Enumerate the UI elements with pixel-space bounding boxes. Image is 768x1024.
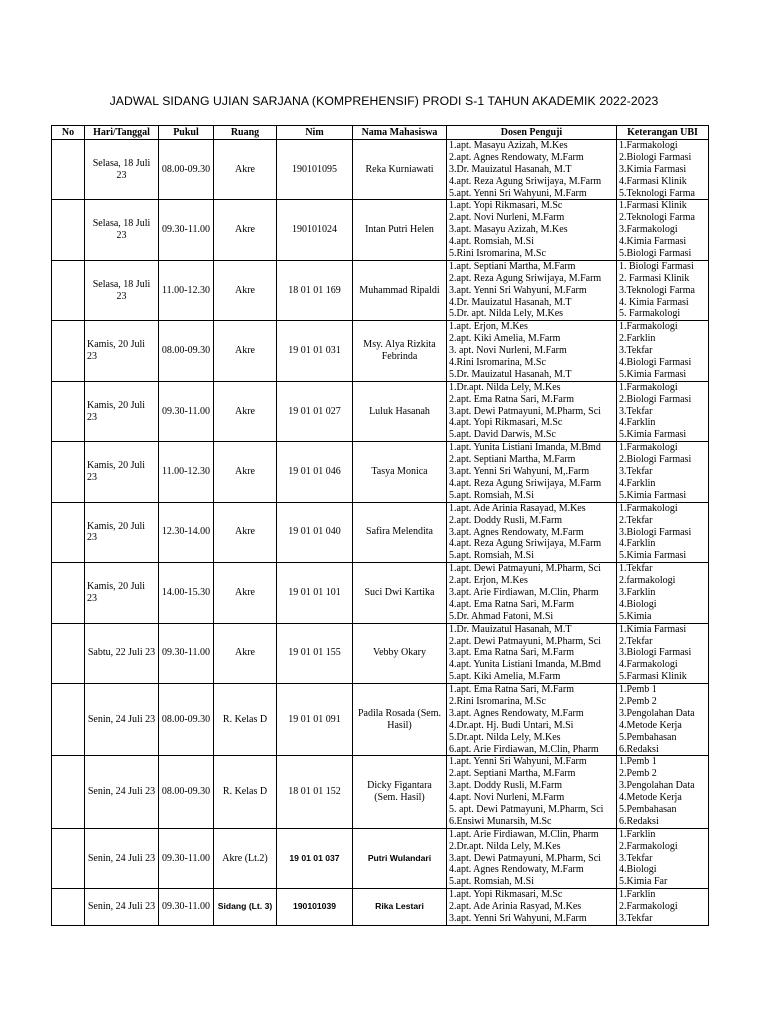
keterangan-item: 2.Tekfar [619,635,653,647]
penguji-item: 2.apt. Septiani Martha, M.Farm [449,768,576,780]
header-pukul: Pukul [159,126,214,140]
cell-keterangan-ubi [617,684,709,756]
keterangan-item: 1.Pemb 1 [619,684,657,696]
cell-hari-tanggal: Kamis, 20 Juli 23 [85,321,159,381]
keterangan-item: 2.Teknologi Farma [619,212,695,224]
cell-pukul: 09.30-11.00 [159,200,214,260]
schedule-table [51,125,709,926]
cell-pukul: 11.00-12.30 [159,442,214,502]
cell-nim: 19 01 01 027 [277,381,353,441]
cell-hari-tanggal: Kamis, 20 Juli 23 [85,502,159,562]
keterangan-item: 6.Redaksi [619,815,659,827]
cell-no [52,756,85,828]
penguji-item: 5.Dr. Mauizatul Hasanah, M.T [449,368,572,380]
keterangan-item: 2.farmakologi [619,575,676,587]
cell-nama-mahasiswa: Padila Rosada (Sem. Hasil) [353,684,447,756]
keterangan-item: 5.Farmasi Klinik [619,671,687,683]
penguji-item: 4.apt. Reza Agung Sriwijaya, M.Farm [449,175,602,187]
cell-ruang: Akre [214,442,277,502]
cell-no [52,828,85,888]
cell-hari-tanggal: Selasa, 18 Juli 23 [85,140,159,200]
keterangan-item: 4.Farklin [619,477,656,489]
cell-hari-tanggal: Kamis, 20 Juli 23 [85,442,159,502]
keterangan-item: 2.Farmakologi [619,840,678,852]
cell-nim: 19 01 01 031 [277,321,353,381]
cell-no [52,502,85,562]
header-no: No [52,126,85,140]
keterangan-item: 1.Farmakologi [619,321,678,333]
cell-nama-mahasiswa: Safira Melendita [353,502,447,562]
penguji-item: 5.Dr. apt. Nilda Lely, M.Kes [449,308,564,320]
keterangan-item: 4.Farmakologi [619,659,678,671]
cell-keterangan-ubi [617,623,709,683]
cell-keterangan-ubi [617,828,709,888]
table-row [52,140,709,200]
cell-keterangan-ubi [617,889,709,926]
cell-no [52,684,85,756]
penguji-item: 5.Dr.apt. Nilda Lely, M.Kes [449,731,561,743]
keterangan-item: 3.Tekfar [619,345,653,357]
cell-nama-mahasiswa: Luluk Hasanah [353,381,447,441]
cell-nama-mahasiswa: Msy. Alya Rizkita Febrinda [353,321,447,381]
penguji-item: 4.Dr. Mauizatul Hasanah, M.T [449,296,572,308]
keterangan-item: 4. Kimia Farmasi [619,296,689,308]
keterangan-item: 1.Farklin [619,828,656,840]
penguji-item: 1.apt. Arie Firdiawan, M.Clin, Pharm [449,828,599,840]
penguji-item: 3.apt. Arie Firdiawan, M.Clin, Pharm [449,586,599,598]
penguji-item: 1.apt. Dewi Patmayuni, M.Pharm, Sci [449,563,601,575]
keterangan-item: 2.Pemb 2 [619,695,657,707]
cell-dosen-penguji [447,140,617,200]
cell-nim: 190101095 [277,140,353,200]
penguji-item: 1.apt. Septiani Martha, M.Farm [449,260,576,272]
cell-dosen-penguji [447,381,617,441]
cell-no [52,200,85,260]
penguji-item: 4.Rini Isromarina, M.Sc [449,357,546,369]
cell-ruang: Akre [214,381,277,441]
keterangan-item: 5.Kimia [619,610,652,622]
cell-hari-tanggal: Sabtu, 22 Juli 23 [85,623,159,683]
cell-keterangan-ubi [617,200,709,260]
penguji-item: 4.apt. Yopi Rikmasari, M.Sc [449,417,563,429]
cell-nim: 190101039 [277,889,353,926]
keterangan-item: 3.Pengolahan Data [619,707,695,719]
header-hari: Hari/Tanggal [85,126,159,140]
cell-hari-tanggal: Senin, 24 Juli 23 [85,684,159,756]
cell-nama-mahasiswa: Dicky Figantara (Sem. Hasil) [353,756,447,828]
penguji-item: 1.apt. Yunita Listiani Imanda, M.Bmd [449,442,601,454]
keterangan-item: 3.Pengolahan Data [619,780,695,792]
penguji-item: 1.apt. Yopi Rikmasari, M.Sc [449,889,563,901]
table-row [52,321,709,381]
penguji-item: 5.Rini Isromarina, M.Sc [449,248,546,260]
keterangan-item: 4.Metode Kerja [619,719,682,731]
cell-keterangan-ubi [617,381,709,441]
cell-nim: 19 01 01 155 [277,623,353,683]
penguji-item: 2.apt. Ade Arinia Rasyad, M.Kes [449,901,582,913]
penguji-item: 3.apt. Doddy Rusli, M.Farm [449,780,563,792]
keterangan-item: 5.Kimia Farmasi [619,550,687,562]
cell-pukul: 11.00-12.30 [159,260,214,320]
keterangan-item: 4.Biologi [619,864,657,876]
cell-nim: 19 01 01 101 [277,563,353,623]
penguji-item: 2.apt. Reza Agung Sriwijaya, M.Farm [449,272,602,284]
document-title: JADWAL SIDANG UJIAN SARJANA (KOMPREHENSIF) PRODI S-1 TAHUN AKADEMIK 2022-2023 [109,94,659,108]
cell-pukul: 09.30-11.00 [159,889,214,926]
penguji-item: 2.apt. Doddy Rusli, M.Farm [449,514,563,526]
penguji-item: 5.apt. Kiki Amelia, M.Farm [449,671,561,683]
table-row [52,828,709,888]
keterangan-item: 5.Kimia Farmasi [619,489,687,501]
penguji-item: 3.apt. Masayu Azizah, M.Kes [449,224,568,236]
cell-no [52,623,85,683]
cell-pukul: 09.30-11.00 [159,623,214,683]
keterangan-item: 4.Farklin [619,538,656,550]
penguji-item: 2.Dr.apt. Nilda Lely, M.Kes [449,840,561,852]
cell-hari-tanggal: Senin, 24 Juli 23 [85,756,159,828]
penguji-item: 1.Dr.apt. Nilda Lely, M.Kes [449,381,561,393]
penguji-item: 3.Dr. Mauizatul Hasanah, M.T [449,163,572,175]
penguji-item: 2.apt. Novi Nurleni, M.Farm [449,212,565,224]
keterangan-item: 2.Biologi Farmasi [619,454,692,466]
keterangan-item: 1.Farklin [619,889,656,901]
keterangan-item: 2.Tekfar [619,514,653,526]
keterangan-item: 3.Tekfar [619,852,653,864]
keterangan-item: 1.Farmasi Klinik [619,200,687,212]
cell-nama-mahasiswa: Putri Wulandari [353,828,447,888]
cell-keterangan-ubi [617,140,709,200]
cell-hari-tanggal: Selasa, 18 Juli 23 [85,260,159,320]
cell-hari-tanggal: Selasa, 18 Juli 23 [85,200,159,260]
penguji-item: 4.Dr.apt. Hj. Budi Untari, M.Si [449,719,574,731]
keterangan-item: 1.Farmakologi [619,442,678,454]
cell-no [52,260,85,320]
keterangan-item: 1.Pemb 1 [619,756,657,768]
cell-pukul: 09.30-11.00 [159,381,214,441]
table-row [52,442,709,502]
keterangan-item: 3.Farklin [619,586,656,598]
cell-hari-tanggal: Senin, 24 Juli 23 [85,889,159,926]
keterangan-item: 4.Biologi Farmasi [619,357,692,369]
table-row [52,889,709,926]
cell-nim: 19 01 01 040 [277,502,353,562]
cell-nama-mahasiswa: Intan Putri Helen [353,200,447,260]
cell-ruang: Sidang (Lt. 3) [214,889,277,926]
penguji-item: 1.apt. Erjon, M.Kes [449,321,528,333]
cell-keterangan-ubi [617,260,709,320]
penguji-item: 5.apt. Romsiah, M.Si [449,876,535,888]
cell-dosen-penguji [447,756,617,828]
penguji-item: 5.apt. Yenni Sri Wahyuni, M.Farm [449,187,587,199]
table-row [52,381,709,441]
keterangan-item: 3.Farmakologi [619,224,678,236]
penguji-item: 5.apt. David Darwis, M.Sc [449,429,556,441]
table-row [52,563,709,623]
cell-nim: 19 01 01 046 [277,442,353,502]
penguji-item: 1.apt. Yenni Sri Wahyuni, M.Farm [449,756,587,768]
penguji-item: 3.apt. Dewi Patmayuni, M.Pharm, Sci [449,852,601,864]
penguji-item: 4.apt. Ema Ratna Sari, M.Farm [449,598,574,610]
cell-dosen-penguji [447,321,617,381]
keterangan-item: 4.Kimia Farmasi [619,236,687,248]
keterangan-item: 1.Farmakologi [619,381,678,393]
header-nim: Nim [277,126,353,140]
cell-ruang: Akre [214,623,277,683]
cell-hari-tanggal: Senin, 24 Juli 23 [85,828,159,888]
cell-dosen-penguji [447,889,617,926]
penguji-item: 4.apt. Romsiah, M.Si [449,236,535,248]
cell-nama-mahasiswa: Suci Dwi Kartika [353,563,447,623]
keterangan-item: 2.Farmakologi [619,901,678,913]
penguji-item: 3.apt. Ema Ratna Sari, M.Farm [449,647,574,659]
keterangan-item: 3.Tekfar [619,466,653,478]
keterangan-item: 4.Biologi [619,598,657,610]
penguji-item: 2.apt. Erjon, M.Kes [449,575,528,587]
cell-ruang: Akre [214,563,277,623]
keterangan-item: 5.Pembahasan [619,731,677,743]
cell-nama-mahasiswa: Vebby Okary [353,623,447,683]
cell-no [52,889,85,926]
cell-pukul: 08.00-09.30 [159,140,214,200]
cell-pukul: 09.30-11.00 [159,828,214,888]
keterangan-item: 5.Teknologi Farma [619,187,695,199]
keterangan-item: 3.Tekfar [619,405,653,417]
penguji-item: 2.apt. Septiani Martha, M.Farm [449,454,576,466]
penguji-item: 4.apt. Yunita Listiani Imanda, M.Bmd [449,659,601,671]
cell-dosen-penguji [447,200,617,260]
penguji-item: 5. apt. Dewi Patmayuni, M.Pharm, Sci [449,803,604,815]
cell-no [52,321,85,381]
header-ruang: Ruang [214,126,277,140]
keterangan-item: 2.Biologi Farmasi [619,151,692,163]
penguji-item: 2.apt. Ema Ratna Sari, M.Farm [449,393,574,405]
cell-dosen-penguji [447,828,617,888]
keterangan-item: 2.Farklin [619,333,656,345]
cell-keterangan-ubi [617,442,709,502]
cell-keterangan-ubi [617,502,709,562]
penguji-item: 1.apt. Yopi Rikmasari, M.Sc [449,200,563,212]
table-row [52,756,709,828]
keterangan-item: 3.Teknologi Farma [619,284,695,296]
cell-nim: 18 01 01 169 [277,260,353,320]
penguji-item: 2.apt. Kiki Amelia, M.Farm [449,333,561,345]
penguji-item: 1.apt. Ema Ratna Sari, M.Farm [449,684,574,696]
header-penguji: Dosen Penguji [447,126,617,140]
penguji-item: 6.apt. Arie Firdiawan, M.Clin, Pharm [449,743,599,755]
cell-ruang: Akre (Lt.2) [214,828,277,888]
cell-no [52,381,85,441]
penguji-item: 5.apt. Romsiah, M.Si [449,489,535,501]
cell-keterangan-ubi [617,321,709,381]
cell-no [52,563,85,623]
cell-ruang: R. Kelas D [214,684,277,756]
penguji-item: 1.apt. Ade Arinia Rasayad, M.Kes [449,502,586,514]
schedule-body [52,140,709,926]
cell-hari-tanggal: Kamis, 20 Juli 23 [85,563,159,623]
penguji-item: 4.apt. Novi Nurleni, M.Farm [449,792,565,804]
keterangan-item: 3.Biologi Farmasi [619,526,692,538]
keterangan-item: 2. Farmasi Klinik [619,272,690,284]
penguji-item: 1.Dr. Mauizatul Hasanah, M.T [449,623,572,635]
penguji-item: 3.apt. Yenni Sri Wahyuni, M.Farm [449,913,587,924]
keterangan-item: 5.Pembahasan [619,803,677,815]
penguji-item: 3. apt. Novi Nurleni, M.Farm [449,345,567,357]
cell-keterangan-ubi [617,563,709,623]
cell-nama-mahasiswa: Reka Kurniawati [353,140,447,200]
cell-keterangan-ubi [617,756,709,828]
keterangan-item: 1. Biologi Farmasi [619,260,694,272]
cell-dosen-penguji [447,442,617,502]
table-row [52,623,709,683]
cell-ruang: Akre [214,321,277,381]
keterangan-item: 3.Tekfar [619,913,653,924]
cell-dosen-penguji [447,502,617,562]
cell-dosen-penguji [447,684,617,756]
penguji-item: 3.apt. Dewi Patmayuni, M.Pharm, Sci [449,405,601,417]
penguji-item: 3.apt. Agnes Rendowaty, M.Farm [449,707,584,719]
cell-ruang: Akre [214,502,277,562]
penguji-item: 3.apt. Yenni Sri Wahyuni, M,.Farm [449,466,590,478]
penguji-item: 6.Ensiwi Munarsih, M.Sc [449,815,552,827]
cell-pukul: 08.00-09.30 [159,684,214,756]
keterangan-item: 5.Kimia Far [619,876,668,888]
keterangan-item: 3.Kimia Farmasi [619,163,687,175]
keterangan-item: 2.Biologi Farmasi [619,393,692,405]
keterangan-item: 1.Tekfar [619,563,653,575]
keterangan-item: 2.Pemb 2 [619,768,657,780]
penguji-item: 5.apt. Romsiah, M.Si [449,550,535,562]
cell-nama-mahasiswa: Rika Lestari [353,889,447,926]
table-row [52,260,709,320]
penguji-item: 3.apt. Yenni Sri Wahyuni, M.Farm [449,284,587,296]
keterangan-item: 5. Farmakologi [619,308,681,320]
keterangan-item: 4.Farklin [619,417,656,429]
keterangan-item: 5.Biologi Farmasi [619,248,692,260]
keterangan-item: 1.Kimia Farmasi [619,623,687,635]
cell-ruang: R. Kelas D [214,756,277,828]
cell-nama-mahasiswa: Muhammad Ripaldi [353,260,447,320]
table-row [52,684,709,756]
keterangan-item: 1.Farmakologi [619,502,678,514]
table-row [52,502,709,562]
table-row [52,200,709,260]
penguji-item: 4.apt. Agnes Rendowaty, M.Farm [449,864,584,876]
penguji-item: 2.apt. Dewi Patmayuni, M.Pharm, Sci [449,635,601,647]
keterangan-item: 1.Farmakologi [619,140,678,151]
cell-ruang: Akre [214,200,277,260]
penguji-item: 4.apt. Reza Agung Sriwijaya, M.Farm [449,538,602,550]
cell-no [52,442,85,502]
keterangan-item: 4.Metode Kerja [619,792,682,804]
penguji-item: 2.apt. Agnes Rendowaty, M.Farm [449,151,584,163]
header-keterangan: Keterangan UBI [617,126,709,140]
cell-dosen-penguji [447,563,617,623]
penguji-item: 1.apt. Masayu Azizah, M.Kes [449,140,568,151]
cell-ruang: Akre [214,260,277,320]
cell-nim: 190101024 [277,200,353,260]
penguji-item: 3.apt. Agnes Rendowaty, M.Farm [449,526,584,538]
cell-nim: 18 01 01 152 [277,756,353,828]
cell-nim: 19 01 01 037 [277,828,353,888]
keterangan-item: 5.Kimia Farmasi [619,368,687,380]
cell-pukul: 14.00-15.30 [159,563,214,623]
cell-dosen-penguji [447,623,617,683]
keterangan-item: 3.Biologi Farmasi [619,647,692,659]
cell-hari-tanggal: Kamis, 20 Juli 23 [85,381,159,441]
cell-nama-mahasiswa: Tasya Monica [353,442,447,502]
penguji-item: 2.Rini Isromarina, M.Sc [449,695,546,707]
cell-dosen-penguji [447,260,617,320]
keterangan-item: 6.Redaksi [619,743,659,755]
cell-pukul: 08.00-09.30 [159,756,214,828]
header-nama: Nama Mahasiswa [353,126,447,140]
penguji-item: 4.apt. Reza Agung Sriwijaya, M.Farm [449,477,602,489]
keterangan-item: 5.Kimia Farmasi [619,429,687,441]
cell-pukul: 08.00-09.30 [159,321,214,381]
keterangan-item: 4.Farmasi Klinik [619,175,687,187]
table-header-row [52,126,709,140]
penguji-item: 5.Dr. Ahmad Fatoni, M.Si [449,610,554,622]
cell-no [52,140,85,200]
cell-nim: 19 01 01 091 [277,684,353,756]
cell-pukul: 12.30-14.00 [159,502,214,562]
cell-ruang: Akre [214,140,277,200]
